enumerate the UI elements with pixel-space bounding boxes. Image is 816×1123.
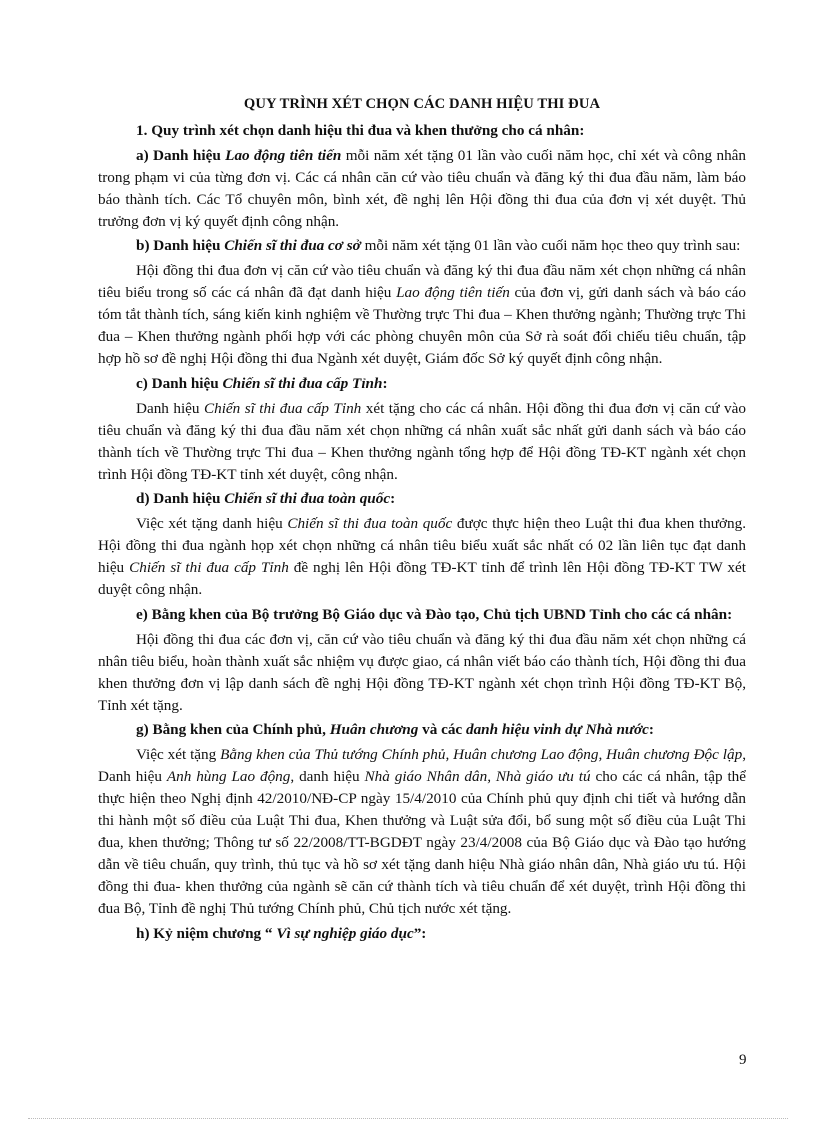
page-number: 9: [739, 1052, 747, 1068]
heading-d-title: Chiến sĩ thi đua toàn quốc: [224, 490, 391, 508]
heading-h-close: ”:: [413, 924, 427, 942]
emphasis-span: Chiến sĩ thi đua cấp Tỉnh: [203, 399, 362, 417]
text-span: Việc xét tặng danh hiệu: [136, 515, 288, 533]
heading-h: [98, 923, 746, 945]
heading-h-label: h) Kỷ niệm chương “: [136, 924, 277, 942]
text-span: , danh hiệu: [290, 768, 365, 786]
heading-a-title: Lao động tiên tiến: [225, 146, 342, 164]
emphasis-span: Lao động tiên tiến: [396, 284, 510, 302]
text-span: của đơn vị, gửi danh sách và báo cáo tóm tắt thành tích, sáng kiến kinh nghiệm về Thường trực Thi đua – Khen thưởng ngành; Thường trực Thi đua – Khen thưởng ngành phối hợp với các phòng chuyên môn của Sở rà soát đối chiếu tiêu chuẩn, tập hợp hồ sơ đề nghị Hội đồng thi đua Ngành xét duyệt, Giám đốc Sở ký quyết định công nhận.: [98, 284, 747, 367]
heading-c-title: Chiến sĩ thi đua cấp Tỉnh: [222, 374, 383, 392]
text-span: Danh hiệu: [136, 399, 204, 417]
page-bottom-rule: [28, 1118, 788, 1119]
paragraph-a-text: mỗi năm xét tặng 01 lần vào cuối năm học, chỉ xét và công nhân trong phạm vi của từng đơn vị. Các cá nhân căn cứ vào tiêu chuẩn và đăng ký thi đua đầu năm, làm báo báo thành tích. Các Tổ chuyên môn, bình xét, đề nghị lên Hội đồng thi đua của đơn vị xét duyệt. Thủ trưởng đơn vị ký quyết định công nhận.: [98, 146, 746, 230]
heading-h-title: Vì sự nghiệp giáo dục: [276, 924, 414, 942]
paragraph-b-body: [98, 260, 746, 370]
emphasis-span: Nhà giáo Nhân dân, Nhà giáo ưu tú: [364, 768, 591, 786]
heading-d: [98, 488, 746, 510]
heading-c-colon: :: [382, 374, 388, 392]
paragraph-e-body: Hội đồng thi đua các đơn vị, căn cứ vào tiêu chuẩn và đăng ký thi đua đầu năm xét chọn những cá nhân tiêu biểu, hoàn thành xuất sắc nhiệm vụ được giao, cá nhân viết báo cáo thành tích, Hội đồng thi đua khen thưởng đơn vị lập danh sách đề nghị Hội đồng TĐ-KT ngành xét chọn trình Hội đồng TĐ-KT Bộ, Tỉnh xét tặng.: [98, 630, 746, 714]
heading-a-label: a) Danh hiệu: [136, 146, 226, 164]
emphasis-span: Chiến sĩ thi đua cấp Tỉnh: [129, 559, 289, 577]
paragraph-d-body: [98, 513, 746, 601]
paragraph-b-intro-text: mỗi năm xét tặng 01 lần vào cuối năm học theo quy trình sau:: [360, 237, 741, 255]
text-span: cho các cá nhân, tập thể thực hiện theo Nghị định 42/2010/NĐ-CP ngày 15/4/2010 của Chính phủ quy định chi tiết và hướng dẫn thi hành một số điều của Luật Thi đua, Khen thưởng và Luật sửa đổi, bổ sung một số điều của Luật Thi đua, khen thưởng; Thông tư số 22/2008/TT-BGDĐT ngày 23/4/2008 của Bộ Giáo dục và Đào tạo hướng dẫn về tiêu chuẩn, quy trình, thủ tục và hồ sơ xét tặng danh hiệu Nhà giáo nhân dân, Nhà giáo ưu tú. Hội đồng thi đua- khen thưởng của ngành sẽ căn cứ thành tích và tiêu chuẩn để xét duyệt, trình Hội đồng thi đua Bộ, Tỉnh đề nghị Thủ tướng Chính phủ, Chủ tịch nước xét tặng.: [98, 768, 747, 917]
heading-d-label: d) Danh hiệu: [136, 490, 225, 508]
heading-c-label: c) Danh hiệu: [136, 374, 223, 392]
text-span: , Danh hiệu: [98, 746, 746, 786]
text-span: Hội đồng thi đua đơn vị căn cứ vào tiêu chuẩn và đăng ký thi đua đầu năm xét chọn những cá nhân tiêu biểu trong số các cá nhân đã đạt danh hiệu: [98, 262, 746, 302]
heading-g-label: g) Bằng khen của Chính phủ,: [136, 721, 330, 739]
paragraph-c-body: [98, 398, 746, 486]
paragraph-g-body: [98, 744, 746, 919]
heading-e: [98, 604, 746, 626]
heading-e-text: e) Bằng khen của Bộ trưởng Bộ Giáo dục và Đào tạo, Chủ tịch UBND Tỉnh cho các cá nhân:: [136, 605, 733, 623]
heading-g-emph: danh hiệu vinh dự Nhà nước: [465, 721, 649, 739]
text-span: Việc xét tặng: [136, 746, 221, 764]
paragraph-a: [98, 145, 746, 233]
text-span: được thực hiện theo Luật thi đua khen thưởng. Hội đồng thi đua ngành họp xét chọn những cá nhân tiêu biểu xuất sắc nhất có 02 lần liên tục đạt danh hiệu: [98, 515, 746, 577]
paragraph-b-intro: [98, 235, 746, 257]
text-span: đề nghị lên Hội đồng TĐ-KT tỉnh để trình lên Hội đồng TĐ-KT TW xét duyệt công nhận.: [98, 559, 746, 599]
heading-d-colon: :: [390, 490, 396, 508]
section-heading: 1. Quy trình xét chọn danh hiệu thi đua và khen thưởng cho cá nhân:: [136, 121, 585, 139]
emphasis-span: Chiến sĩ thi đua toàn quốc: [287, 515, 453, 533]
heading-g-colon: :: [648, 721, 654, 739]
heading-g: [98, 719, 746, 741]
heading-b-title: Chiến sĩ thi đua cơ sở: [224, 237, 361, 255]
heading-g-emph: Huân chương: [329, 721, 419, 739]
text-span: xét tặng cho các cá nhân. Hội đồng thi đua đơn vị căn cứ vào tiêu chuẩn và đăng ký thi đua đầu năm xét chọn những cá nhân xuất sắc nhất gửi danh sách và báo cáo thành tích về Thường trực Thi đua – Khen thưởng ngành tổng hợp để Hội đồng TĐ-KT ngành xét chọn trình Hội đồng TĐ-KT tỉnh xét duyệt, công nhận.: [98, 399, 746, 483]
heading-g-mid: và các: [418, 721, 466, 739]
emphasis-span: Anh hùng Lao động: [166, 768, 291, 786]
document-page: [98, 94, 746, 948]
heading-c: [98, 373, 746, 395]
document-title: QUY TRÌNH XÉT CHỌN CÁC DANH HIỆU THI ĐUA: [243, 96, 601, 112]
heading-b-label: b) Danh hiệu: [136, 237, 225, 255]
emphasis-span: Bằng khen của Thủ tướng Chính phủ, Huân chương Lao động, Huân chương Độc lập: [220, 746, 743, 764]
